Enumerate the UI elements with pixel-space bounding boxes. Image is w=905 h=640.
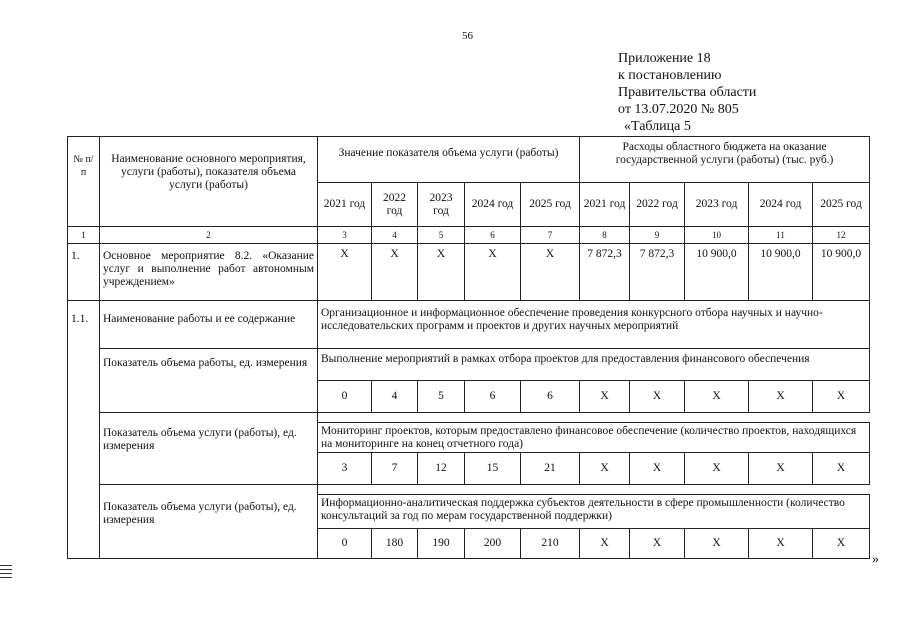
- col-number: 9: [630, 227, 685, 244]
- indicator-value: 6: [465, 381, 521, 413]
- row-value: 10 900,0: [813, 244, 870, 301]
- appendix-line-2: к постановлению: [618, 68, 722, 83]
- row-value: 7 872,3: [580, 244, 630, 301]
- col-number: 8: [580, 227, 630, 244]
- row-value: X: [418, 244, 465, 301]
- col-number: 5: [418, 227, 465, 244]
- indicator-value: X: [580, 529, 630, 559]
- row-value: X: [465, 244, 521, 301]
- page-number: 56: [462, 30, 473, 42]
- col-number: 7: [521, 227, 580, 244]
- indicator-value: X: [685, 381, 749, 413]
- indicator-label: Показатель объема услуги (работы), ед. измерения: [100, 423, 318, 485]
- spacer-cell: [100, 413, 318, 423]
- table-row: [68, 423, 870, 453]
- col-number: 1: [68, 227, 100, 244]
- indicator-value: 190: [418, 529, 465, 559]
- row-value: 10 900,0: [749, 244, 813, 301]
- indicator-description: Выполнение мероприятий в рамках отбора проектов для предоставления финансового обеспечения: [318, 349, 870, 381]
- header-expense-group: Расходы областного бюджета на оказание государственной услуги (работы) (тыс. руб.): [580, 137, 870, 183]
- col-number: 6: [465, 227, 521, 244]
- indicator-value: 7: [372, 453, 418, 485]
- table-row: [68, 244, 870, 301]
- col-number: 2: [100, 227, 318, 244]
- indicator-value: X: [630, 381, 685, 413]
- header-num: № п/п: [68, 137, 100, 227]
- indicator-label: Показатель объема работы, ед. измерения: [100, 349, 318, 413]
- header-name: Наименование основного мероприятия, услуги (работы), показателя объема услуги (работы): [100, 137, 318, 227]
- spacer-cell: [318, 413, 870, 423]
- margin-marks: [0, 565, 12, 581]
- indicator-description: Мониторинг проектов, которым предоставлено финансовое обеспечение (количество проектов, находящихся на мониторинге на конец отчетного года): [318, 423, 870, 453]
- table-row: [68, 349, 870, 381]
- appendix-line-3: Правительства области: [618, 85, 757, 100]
- work-content: Организационное и информационное обеспечение проведения конкурсного отбора научных и научно-исследовательских программ и проектов и других научных мероприятий: [318, 301, 870, 349]
- margin-line: [0, 565, 12, 566]
- indicator-value: 12: [418, 453, 465, 485]
- indicator-value: X: [813, 381, 870, 413]
- indicator-value: 4: [372, 381, 418, 413]
- table-row: [68, 301, 870, 349]
- header-vol-year-2022: 2022 год: [372, 183, 418, 227]
- table-row: [68, 495, 870, 529]
- indicator-value: 15: [465, 453, 521, 485]
- indicator-value: 0: [318, 529, 372, 559]
- indicator-value: 6: [521, 381, 580, 413]
- indicator-value: 3: [318, 453, 372, 485]
- spacer-row: [68, 485, 870, 495]
- header-vol-year-2023: 2023 год: [418, 183, 465, 227]
- header-vol-year-2024: 2024 год: [465, 183, 521, 227]
- row-num: 1.1.: [68, 301, 100, 559]
- indicator-value: X: [749, 453, 813, 485]
- indicator-description: Информационно-аналитическая поддержка субъектов деятельности в сфере промышленности (количество консультаций за год по мерам государственной поддержки): [318, 495, 870, 529]
- header-vol-year-2021: 2021 год: [318, 183, 372, 227]
- indicator-value: X: [813, 529, 870, 559]
- row-name: Основное мероприятие 8.2. «Оказание услуг и выполнение работ автономным учреждением»: [100, 244, 318, 301]
- col-number: 12: [813, 227, 870, 244]
- header-volume-group: Значение показателя объема услуги (работы): [318, 137, 580, 183]
- header-exp-year-2022: 2022 год: [630, 183, 685, 227]
- indicator-value: 210: [521, 529, 580, 559]
- header-exp-year-2023: 2023 год: [685, 183, 749, 227]
- appendix-line-1: Приложение 18: [618, 51, 711, 66]
- row-value: X: [318, 244, 372, 301]
- row-value: X: [372, 244, 418, 301]
- indicator-value: X: [685, 453, 749, 485]
- row-value: 10 900,0: [685, 244, 749, 301]
- col-number: 10: [685, 227, 749, 244]
- closing-quote: »: [872, 552, 879, 567]
- indicator-value: 5: [418, 381, 465, 413]
- appendix-header: [618, 50, 756, 135]
- indicator-value: X: [749, 529, 813, 559]
- header-exp-year-2021: 2021 год: [580, 183, 630, 227]
- row-name: Наименование работы и ее содержание: [100, 301, 318, 349]
- header-exp-year-2025: 2025 год: [813, 183, 870, 227]
- col-number: 4: [372, 227, 418, 244]
- indicator-label: Показатель объема услуги (работы), ед. измерения: [100, 495, 318, 559]
- margin-line: [0, 573, 12, 574]
- margin-line: [0, 569, 12, 570]
- spacer-cell: [100, 485, 318, 495]
- row-num: 1.: [68, 244, 100, 301]
- spacer-cell: [318, 485, 870, 495]
- col-number: 11: [749, 227, 813, 244]
- indicator-value: X: [813, 453, 870, 485]
- indicator-value: 21: [521, 453, 580, 485]
- indicator-value: 0: [318, 381, 372, 413]
- indicator-value: X: [580, 453, 630, 485]
- budget-table: [67, 136, 870, 559]
- spacer-row: [68, 413, 870, 423]
- margin-line: [0, 577, 12, 578]
- column-number-row: [68, 227, 870, 244]
- header-vol-year-2025: 2025 год: [521, 183, 580, 227]
- header-exp-year-2024: 2024 год: [749, 183, 813, 227]
- indicator-value: 180: [372, 529, 418, 559]
- row-value: X: [521, 244, 580, 301]
- indicator-value: X: [630, 453, 685, 485]
- table-caption: «Таблица 5: [624, 119, 691, 134]
- indicator-value: X: [685, 529, 749, 559]
- indicator-value: X: [749, 381, 813, 413]
- indicator-value: X: [580, 381, 630, 413]
- indicator-value: 200: [465, 529, 521, 559]
- row-value: 7 872,3: [630, 244, 685, 301]
- indicator-value: X: [630, 529, 685, 559]
- appendix-line-4: от 13.07.2020 № 805: [618, 102, 739, 117]
- col-number: 3: [318, 227, 372, 244]
